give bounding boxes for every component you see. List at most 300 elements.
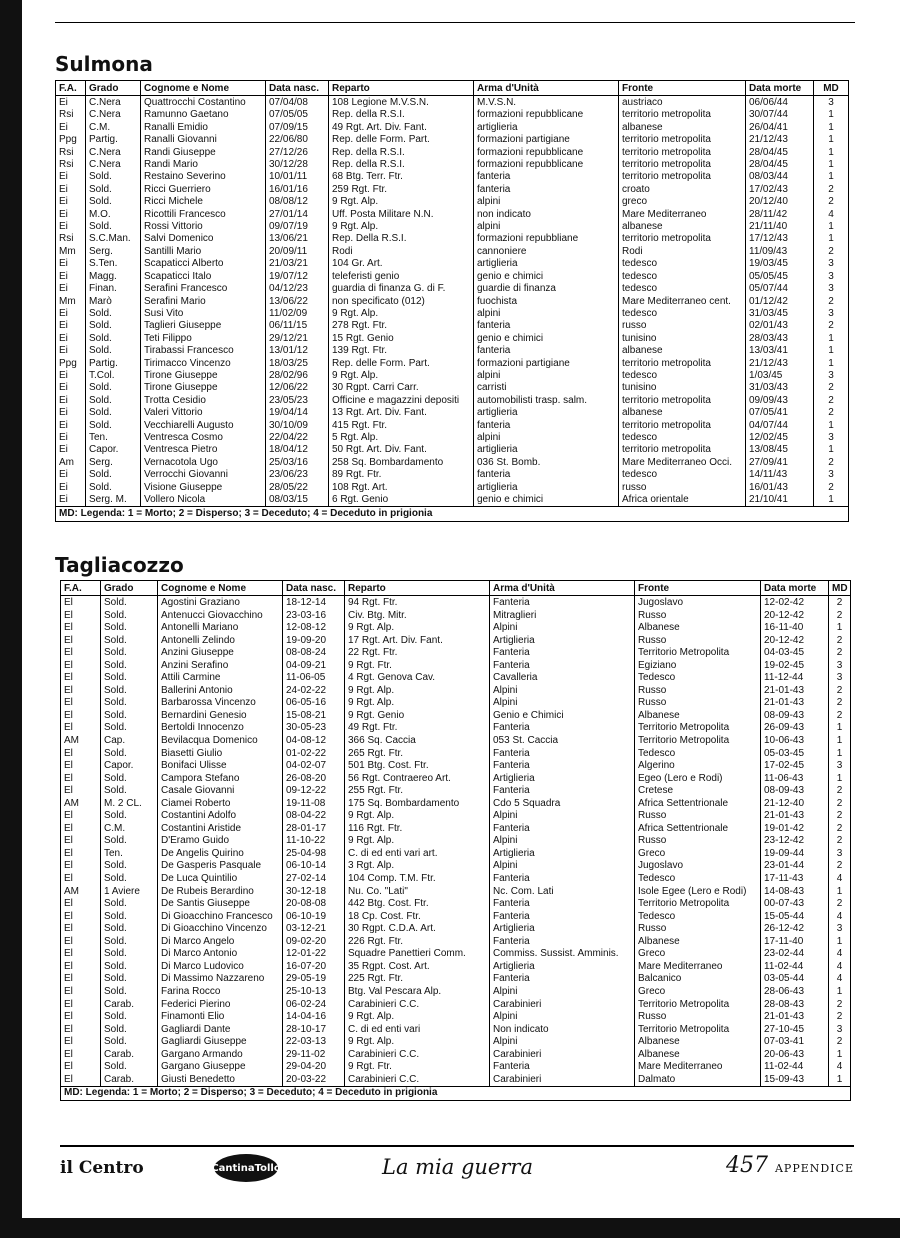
cell-fronte: territorio metropolita — [619, 171, 746, 183]
cell-nome: Gargano Giuseppe — [158, 1061, 283, 1074]
cell-data-morte: 08-09-43 — [761, 710, 829, 723]
cell-nome: Serafini Mario — [141, 296, 266, 308]
cell-fa: El — [61, 660, 101, 673]
cell-reparto: 22 Rgt. Ftr. — [345, 647, 490, 660]
cell-fronte: Egeo (Lero e Rodi) — [635, 773, 761, 786]
table-row — [56, 333, 849, 345]
cell-md: 2 — [829, 798, 851, 811]
cell-fa: El — [61, 635, 101, 648]
cell-md: 4 — [829, 1061, 851, 1074]
cell-fronte: Russo — [635, 1011, 761, 1024]
cell-arma: Non indicato — [490, 1024, 635, 1037]
cell-fronte: Greco — [635, 848, 761, 861]
cell-md: 1 — [814, 159, 849, 171]
cell-grado: Sold. — [86, 171, 141, 183]
cell-data-morte: 02/01/43 — [746, 320, 814, 332]
table-row — [56, 159, 849, 171]
cell-nome: Ranalli Emidio — [141, 122, 266, 134]
cell-fronte: austriaco — [619, 96, 746, 110]
cell-grado: Sold. — [86, 382, 141, 394]
cell-data-nasc: 06-10-14 — [283, 860, 345, 873]
cell-data-morte: 05/05/45 — [746, 271, 814, 283]
cell-data-morte: 13/03/41 — [746, 345, 814, 357]
cell-fa: El — [61, 773, 101, 786]
cell-arma: Carabinieri — [490, 1049, 635, 1062]
cell-data-morte: 19-02-45 — [761, 660, 829, 673]
cell-nome: Ranalli Giovanni — [141, 134, 266, 146]
cell-nome: Restaino Severino — [141, 171, 266, 183]
cell-reparto: 13 Rgt. Art. Div. Fant. — [329, 407, 474, 419]
cell-fa: Ei — [56, 271, 86, 283]
cell-data-morte: 17/02/43 — [746, 184, 814, 196]
table-row — [56, 209, 849, 221]
table-row — [61, 735, 851, 748]
cell-data-nasc: 07/04/08 — [266, 96, 329, 110]
cell-grado: Serg. M. — [86, 494, 141, 507]
cell-fa: AM — [61, 798, 101, 811]
cell-nome: Di Gioacchino Francesco — [158, 911, 283, 924]
table-row — [56, 246, 849, 258]
cell-reparto: 30 Rgpt. C.D.A. Art. — [345, 923, 490, 936]
cell-fronte: Tedesco — [635, 672, 761, 685]
cell-md: 3 — [829, 672, 851, 685]
cell-reparto: Rep. della R.S.I. — [329, 159, 474, 171]
cell-nome: Ciamei Roberto — [158, 798, 283, 811]
cell-md: 1 — [829, 722, 851, 735]
cell-reparto: 259 Rgt. Ftr. — [329, 184, 474, 196]
cell-data-morte: 26-12-42 — [761, 923, 829, 936]
cell-data-nasc: 11-10-22 — [283, 835, 345, 848]
cell-nome: Barbarossa Vincenzo — [158, 697, 283, 710]
cell-fa: El — [61, 948, 101, 961]
cell-fronte: tedesco — [619, 469, 746, 481]
table-row — [56, 482, 849, 494]
cell-nome: Ricci Michele — [141, 196, 266, 208]
cell-md: 3 — [814, 271, 849, 283]
cell-data-morte: 28-08-43 — [761, 999, 829, 1012]
cell-fa: Ei — [56, 494, 86, 507]
cell-arma: artiglieria — [474, 258, 619, 270]
cell-data-morte: 27/09/41 — [746, 457, 814, 469]
cell-data-nasc: 12-01-22 — [283, 948, 345, 961]
cell-fa: El — [61, 986, 101, 999]
cell-grado: Sold. — [101, 1024, 158, 1037]
cell-fronte: albanese — [619, 345, 746, 357]
cell-fronte: territorio metropolita — [619, 134, 746, 146]
cell-arma: guardie di finanza — [474, 283, 619, 295]
table-row — [61, 936, 851, 949]
cell-data-morte: 20-12-42 — [761, 610, 829, 623]
cell-reparto: 9 Rgt. Alp. — [345, 835, 490, 848]
cell-data-morte: 06/06/44 — [746, 96, 814, 110]
cell-md: 3 — [829, 760, 851, 773]
cell-data-morte: 28/04/45 — [746, 159, 814, 171]
cell-reparto: 9 Rgt. Alp. — [345, 622, 490, 635]
cell-grado: Sold. — [101, 936, 158, 949]
cell-reparto: 89 Rgt. Ftr. — [329, 469, 474, 481]
table-row — [56, 494, 849, 507]
cell-data-nasc: 22/06/80 — [266, 134, 329, 146]
cell-data-nasc: 08-08-24 — [283, 647, 345, 660]
cell-fa: El — [61, 1024, 101, 1037]
cell-reparto: 9 Rgt. Alp. — [329, 196, 474, 208]
cell-nome: Antonelli Mariano — [158, 622, 283, 635]
cell-fronte: Africa orientale — [619, 494, 746, 507]
table-row — [61, 697, 851, 710]
cell-arma: Fanteria — [490, 596, 635, 610]
cell-md: 1 — [814, 420, 849, 432]
cell-data-morte: 00-07-43 — [761, 898, 829, 911]
cell-data-nasc: 20-08-08 — [283, 898, 345, 911]
cell-nome: Anzini Giuseppe — [158, 647, 283, 660]
col-header-fronte: Fronte — [619, 81, 746, 96]
cell-data-nasc: 13/01/12 — [266, 345, 329, 357]
cell-grado: S.Ten. — [86, 258, 141, 270]
cell-data-morte: 03-05-44 — [761, 973, 829, 986]
cell-reparto: 501 Btg. Cost. Ftr. — [345, 760, 490, 773]
cell-nome: Susi Vito — [141, 308, 266, 320]
cell-md: 4 — [814, 209, 849, 221]
cell-data-nasc: 24-02-22 — [283, 685, 345, 698]
cell-data-morte: 16/01/43 — [746, 482, 814, 494]
table-row — [56, 370, 849, 382]
cell-data-nasc: 19/07/12 — [266, 271, 329, 283]
table-row — [61, 748, 851, 761]
cell-arma: alpini — [474, 196, 619, 208]
col-header-md: MD — [814, 81, 849, 96]
cell-arma: alpini — [474, 221, 619, 233]
cell-reparto: 49 Rgt. Art. Div. Fant. — [329, 122, 474, 134]
table-row — [56, 147, 849, 159]
cell-nome: Anzini Serafino — [158, 660, 283, 673]
cell-fa: Ei — [56, 184, 86, 196]
cell-arma: formazioni repubblicane — [474, 109, 619, 121]
cell-arma: Artiglieria — [490, 848, 635, 861]
cell-grado: C.Nera — [86, 159, 141, 171]
cell-fa: El — [61, 1074, 101, 1087]
cell-reparto: 442 Btg. Cost. Ftr. — [345, 898, 490, 911]
cell-grado: C.Nera — [86, 96, 141, 110]
cell-md: 4 — [829, 961, 851, 974]
cell-reparto: Rep. delle Form. Part. — [329, 134, 474, 146]
cell-grado: Sold. — [101, 610, 158, 623]
cell-grado: Sold. — [101, 860, 158, 873]
page-number-block — [726, 1153, 854, 1178]
cell-nome: Vernacotola Ugo — [141, 457, 266, 469]
cell-md: 2 — [829, 835, 851, 848]
cell-nome: Costantini Aristide — [158, 823, 283, 836]
cell-reparto: Rep. della R.S.I. — [329, 109, 474, 121]
cell-data-nasc: 28-01-17 — [283, 823, 345, 836]
cell-nome: Bonifaci Ulisse — [158, 760, 283, 773]
table-row — [56, 308, 849, 320]
cell-nome: Ballerini Antonio — [158, 685, 283, 698]
cell-fa: Ei — [56, 308, 86, 320]
cell-nome: Trotta Cesidio — [141, 395, 266, 407]
cell-nome: Finamonti Elio — [158, 1011, 283, 1024]
cell-data-nasc: 27/01/14 — [266, 209, 329, 221]
cell-fa: El — [61, 710, 101, 723]
table-row — [61, 773, 851, 786]
cell-nome: Salvi Domenico — [141, 233, 266, 245]
cell-reparto: 35 Rgpt. Cost. Art. — [345, 961, 490, 974]
cell-arma: formazioni partigiane — [474, 134, 619, 146]
cell-fronte: Jugoslavo — [635, 860, 761, 873]
cell-nome: Serafini Francesco — [141, 283, 266, 295]
cell-fa: El — [61, 1036, 101, 1049]
cell-data-nasc: 19-11-08 — [283, 798, 345, 811]
cell-grado: 1 Aviere — [101, 886, 158, 899]
cell-nome: Costantini Adolfo — [158, 810, 283, 823]
cell-data-nasc: 30/10/09 — [266, 420, 329, 432]
cell-nome: Di Marco Ludovico — [158, 961, 283, 974]
cell-data-morte: 16-11-40 — [761, 622, 829, 635]
cell-nome: Santilli Mario — [141, 246, 266, 258]
cell-data-morte: 07-03-41 — [761, 1036, 829, 1049]
table-row — [56, 109, 849, 121]
table-row — [56, 122, 849, 134]
col-header-md: MD — [829, 581, 851, 596]
cell-grado: Capor. — [101, 760, 158, 773]
table-row — [61, 911, 851, 924]
cell-nome: Gagliardi Dante — [158, 1024, 283, 1037]
cell-data-morte: 30/07/44 — [746, 109, 814, 121]
cell-data-nasc: 04-09-21 — [283, 660, 345, 673]
table-row — [56, 345, 849, 357]
cell-grado: Sold. — [86, 308, 141, 320]
cell-grado: Sold. — [101, 835, 158, 848]
cell-arma: fanteria — [474, 469, 619, 481]
cell-nome: D'Eramo Guido — [158, 835, 283, 848]
cell-fronte: Russo — [635, 685, 761, 698]
cell-nome: Rossi Vittorio — [141, 221, 266, 233]
cell-fa: El — [61, 961, 101, 974]
cell-data-nasc: 04-02-07 — [283, 760, 345, 773]
cell-nome: Tirimacco Vincenzo — [141, 358, 266, 370]
cell-reparto: 56 Rgt. Contraereo Art. — [345, 773, 490, 786]
section-title-tagliacozzo: Tagliacozzo — [55, 553, 184, 577]
cell-data-nasc: 07/05/05 — [266, 109, 329, 121]
cell-data-morte: 05/07/44 — [746, 283, 814, 295]
cell-data-morte: 21/10/41 — [746, 494, 814, 507]
cell-data-morte: 14/11/43 — [746, 469, 814, 481]
cell-arma: Fanteria — [490, 873, 635, 886]
cell-md: 2 — [814, 296, 849, 308]
table-row — [61, 596, 851, 610]
cell-reparto: 9 Rgt. Ftr. — [345, 1061, 490, 1074]
table-row — [61, 672, 851, 685]
cell-grado: Sold. — [101, 923, 158, 936]
cell-data-morte: 11/09/43 — [746, 246, 814, 258]
col-header-arma: Arma d'Unità — [474, 81, 619, 96]
cell-reparto: 139 Rgt. Ftr. — [329, 345, 474, 357]
cell-data-nasc: 29-11-02 — [283, 1049, 345, 1062]
book-title: La mia guerra — [382, 1155, 533, 1179]
cell-reparto: 104 Gr. Art. — [329, 258, 474, 270]
cell-data-nasc: 10/01/11 — [266, 171, 329, 183]
cell-arma: alpini — [474, 432, 619, 444]
cell-fronte: Russo — [635, 610, 761, 623]
cell-nome: Gargano Armando — [158, 1049, 283, 1062]
cell-reparto: Btg. Val Pescara Alp. — [345, 986, 490, 999]
cell-nome: Randi Mario — [141, 159, 266, 171]
cell-arma: 053 St. Caccia — [490, 735, 635, 748]
cell-fa: Rsi — [56, 109, 86, 121]
cell-nome: Di Massimo Nazzareno — [158, 973, 283, 986]
cell-reparto: 175 Sq. Bombardamento — [345, 798, 490, 811]
cell-data-morte: 15-05-44 — [761, 911, 829, 924]
cell-data-nasc: 25-04-98 — [283, 848, 345, 861]
cell-grado: Sold. — [101, 635, 158, 648]
cell-data-nasc: 28/02/96 — [266, 370, 329, 382]
cell-md: 2 — [814, 382, 849, 394]
cell-fronte: Territorio Metropolita — [635, 898, 761, 911]
cell-data-nasc: 22-03-13 — [283, 1036, 345, 1049]
cell-fa: Ei — [56, 196, 86, 208]
cell-arma: M.V.S.N. — [474, 96, 619, 110]
cell-nome: Di Gioacchino Vincenzo — [158, 923, 283, 936]
cell-data-morte: 17-02-45 — [761, 760, 829, 773]
col-header-grado: Grado — [86, 81, 141, 96]
cell-fa: El — [61, 1049, 101, 1062]
cell-nome: Di Marco Antonio — [158, 948, 283, 961]
cell-fa: El — [61, 785, 101, 798]
cell-md: 2 — [814, 196, 849, 208]
cell-fronte: Algerino — [635, 760, 761, 773]
cell-fa: Ei — [56, 96, 86, 110]
cell-data-nasc: 30-05-23 — [283, 722, 345, 735]
cell-nome: Federici Pierino — [158, 999, 283, 1012]
cell-reparto: 9 Rgt. Alp. — [345, 685, 490, 698]
cell-fronte: Russo — [635, 835, 761, 848]
cell-fa: El — [61, 860, 101, 873]
cell-arma: Alpini — [490, 986, 635, 999]
table-row — [61, 1074, 851, 1087]
cell-data-nasc: 13/06/21 — [266, 233, 329, 245]
cell-data-morte: 12-02-42 — [761, 596, 829, 610]
cell-arma: fuochista — [474, 296, 619, 308]
page-number: 457 — [725, 1153, 768, 1178]
cell-fa: Ei — [56, 320, 86, 332]
cell-reparto: C. di ed enti vari art. — [345, 848, 490, 861]
table-row — [61, 1061, 851, 1074]
cell-fronte: albanese — [619, 407, 746, 419]
cell-fa: El — [61, 848, 101, 861]
cell-data-morte: 21-01-43 — [761, 810, 829, 823]
cell-grado: Sold. — [86, 420, 141, 432]
cell-reparto: Rep. della R.S.I. — [329, 147, 474, 159]
cell-data-morte: 21-01-43 — [761, 685, 829, 698]
cell-data-nasc: 20-03-22 — [283, 1074, 345, 1087]
cell-data-morte: 31/03/45 — [746, 308, 814, 320]
cell-nome: Verrocchi Giovanni — [141, 469, 266, 481]
cell-fa: El — [61, 697, 101, 710]
cell-grado: Sold. — [101, 647, 158, 660]
cell-fronte: croato — [619, 184, 746, 196]
cell-reparto: 3 Rgt. Alp. — [345, 860, 490, 873]
cell-fa: Am — [56, 457, 86, 469]
cell-data-nasc: 27/12/26 — [266, 147, 329, 159]
cell-data-morte: 12/02/45 — [746, 432, 814, 444]
table-row — [61, 886, 851, 899]
cell-fa: El — [61, 999, 101, 1012]
cell-grado: Sold. — [101, 785, 158, 798]
cell-reparto: 116 Rgt. Ftr. — [345, 823, 490, 836]
cell-grado: Sold. — [101, 810, 158, 823]
cell-reparto: 278 Rgt. Ftr. — [329, 320, 474, 332]
cell-arma: Carabinieri — [490, 1074, 635, 1087]
cell-reparto: C. di ed enti vari — [345, 1024, 490, 1037]
cell-md: 3 — [814, 96, 849, 110]
scan-bottom-edge — [0, 1218, 900, 1238]
cell-grado: Sold. — [86, 221, 141, 233]
cell-arma: automobilisti trasp. salm. — [474, 395, 619, 407]
cell-md: 4 — [829, 911, 851, 924]
cell-reparto: teleferisti genio — [329, 271, 474, 283]
cell-reparto: Rep. delle Form. Part. — [329, 358, 474, 370]
table-row — [61, 961, 851, 974]
cell-data-morte: 15-09-43 — [761, 1074, 829, 1087]
cell-arma: Alpini — [490, 685, 635, 698]
cell-arma: Alpini — [490, 860, 635, 873]
cell-data-nasc: 15-08-21 — [283, 710, 345, 723]
section-label: APPENDICE — [774, 1162, 854, 1175]
cell-data-morte: 17-11-40 — [761, 936, 829, 949]
newspaper-brand: il Centro — [60, 1158, 144, 1178]
cell-md: 3 — [829, 923, 851, 936]
cell-md: 2 — [829, 823, 851, 836]
cell-fronte: territorio metropolita — [619, 233, 746, 245]
cell-data-nasc: 14-04-16 — [283, 1011, 345, 1024]
table-row — [61, 660, 851, 673]
cell-reparto: 6 Rgt. Genio — [329, 494, 474, 507]
cell-fronte: Mare Mediterraneo — [635, 961, 761, 974]
cell-fronte: territorio metropolita — [619, 159, 746, 171]
cell-md: 3 — [829, 1024, 851, 1037]
cell-fa: Ei — [56, 420, 86, 432]
cell-data-nasc: 09/07/19 — [266, 221, 329, 233]
col-header-fronte: Fronte — [635, 581, 761, 596]
cell-md: 2 — [814, 184, 849, 196]
cell-arma: artiglieria — [474, 122, 619, 134]
cell-grado: Sold. — [101, 773, 158, 786]
cell-data-morte: 05-03-45 — [761, 748, 829, 761]
cell-fronte: tedesco — [619, 432, 746, 444]
cell-nome: De Luca Quintilio — [158, 873, 283, 886]
cell-data-morte: 21/11/40 — [746, 221, 814, 233]
cell-data-nasc: 12/06/22 — [266, 382, 329, 394]
cell-data-morte: 13/08/45 — [746, 444, 814, 456]
cell-md: 1 — [814, 233, 849, 245]
cell-md: 2 — [829, 785, 851, 798]
cell-data-nasc: 09-12-22 — [283, 785, 345, 798]
cell-fa: El — [61, 748, 101, 761]
table-row — [56, 457, 849, 469]
cell-arma: Carabinieri — [490, 999, 635, 1012]
cell-grado: Magg. — [86, 271, 141, 283]
cell-data-nasc: 08-04-22 — [283, 810, 345, 823]
cell-md: 3 — [814, 432, 849, 444]
col-header-fa: F.A. — [56, 81, 86, 96]
table-row — [56, 96, 849, 110]
cell-reparto: 50 Rgt. Art. Div. Fant. — [329, 444, 474, 456]
cell-nome: Ramunno Gaetano — [141, 109, 266, 121]
cell-md: 1 — [814, 122, 849, 134]
cell-data-nasc: 30/12/28 — [266, 159, 329, 171]
cell-nome: Bernardini Genesio — [158, 710, 283, 723]
cell-grado: Sold. — [101, 911, 158, 924]
cell-md: 2 — [814, 457, 849, 469]
